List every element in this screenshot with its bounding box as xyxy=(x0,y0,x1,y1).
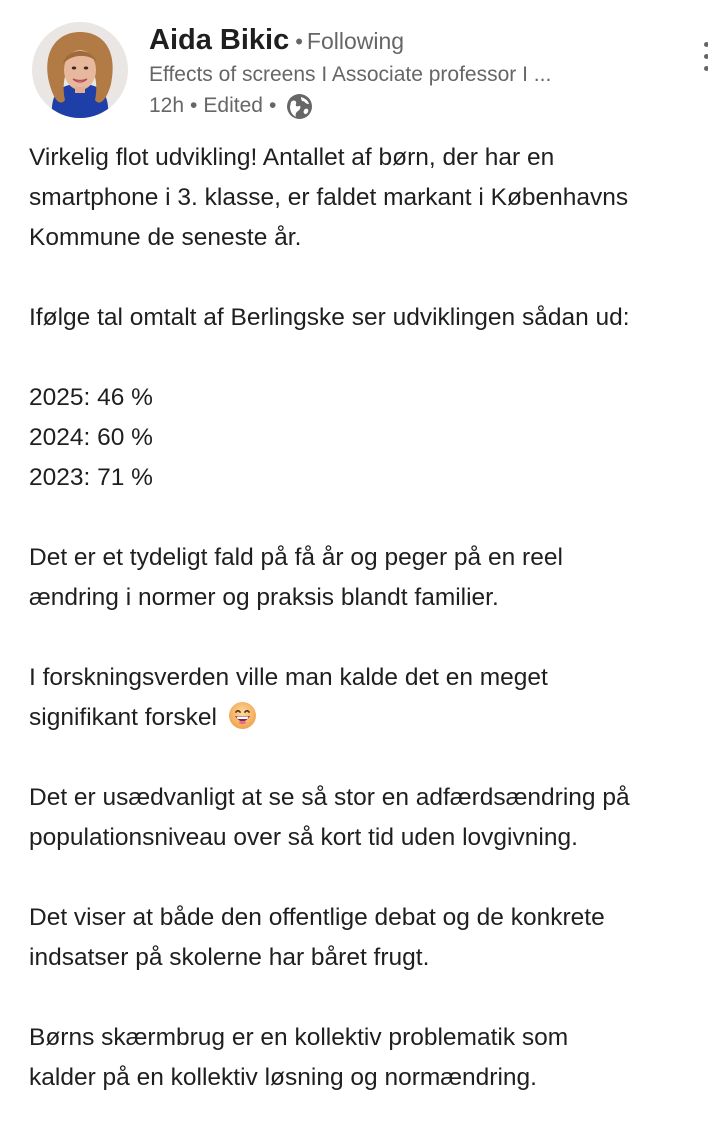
text-line: populationsniveau over så kort tid uden lovgivning. xyxy=(29,824,578,851)
author-line xyxy=(149,22,404,63)
stat-line: 2025: 46 % xyxy=(29,384,153,411)
author-name[interactable]: Aida Bikic xyxy=(149,24,290,56)
text-line: Det viser at både den offentlige debat og de konkrete xyxy=(29,904,605,931)
author-avatar[interactable] xyxy=(32,22,128,118)
text-line: Kommune de seneste år. xyxy=(29,224,302,251)
paragraph-debate xyxy=(29,898,708,978)
paragraph-research xyxy=(29,658,708,738)
text-line: I forskningsverden ville man kalde det en meget xyxy=(29,664,548,691)
grinning-face-emoji-icon xyxy=(228,701,257,730)
post-meta xyxy=(149,91,313,121)
text-line: kalder på en kollektiv løsning og normændring. xyxy=(29,1064,537,1091)
paragraph-intro xyxy=(29,138,708,258)
separator-dot: • xyxy=(295,29,303,54)
post-time: 12h xyxy=(149,94,185,117)
separator-dot: • xyxy=(190,94,198,117)
paragraph-conclusion xyxy=(29,1018,708,1098)
post-body xyxy=(29,138,708,1128)
follow-status: Following xyxy=(306,28,405,54)
text-line: Virkelig flot udvikling! Antallet af børn, der har en xyxy=(29,144,555,171)
avatar-photo xyxy=(32,22,128,118)
text-line: Børns skærmbrug er en kollektiv problematik som xyxy=(29,1024,569,1051)
separator-dot: • xyxy=(268,94,277,117)
paragraph-interpretation xyxy=(29,538,708,618)
edited-label: Edited xyxy=(203,94,263,117)
text-line: Ifølge tal omtalt af Berlingske ser udviklingen sådan ud: xyxy=(29,304,630,331)
paragraph-source xyxy=(29,298,708,338)
text-line: smartphone i 3. klasse, er faldet markant i Københavns xyxy=(29,184,629,211)
text-line: Det er usædvanligt at se så stor en adfærdsændring på xyxy=(29,784,630,811)
globe-icon xyxy=(286,93,313,120)
more-options-icon[interactable] xyxy=(696,36,708,86)
author-headline: Effects of screens I Associate professor I ... xyxy=(149,63,552,86)
text-line: indsatser på skolerne har båret frugt. xyxy=(29,944,430,971)
stat-line: 2023: 71 % xyxy=(29,464,153,491)
text-line-with-emoji xyxy=(29,698,708,738)
text-line: Det er et tydeligt fald på få år og peger på en reel xyxy=(29,544,563,571)
stats-list xyxy=(29,378,708,498)
post-header xyxy=(0,0,708,130)
text-fragment: signifikant forskel xyxy=(29,704,217,731)
paragraph-unusual xyxy=(29,778,708,858)
stat-line: 2024: 60 % xyxy=(29,424,153,451)
text-line: ændring i normer og praksis blandt familier. xyxy=(29,584,499,611)
